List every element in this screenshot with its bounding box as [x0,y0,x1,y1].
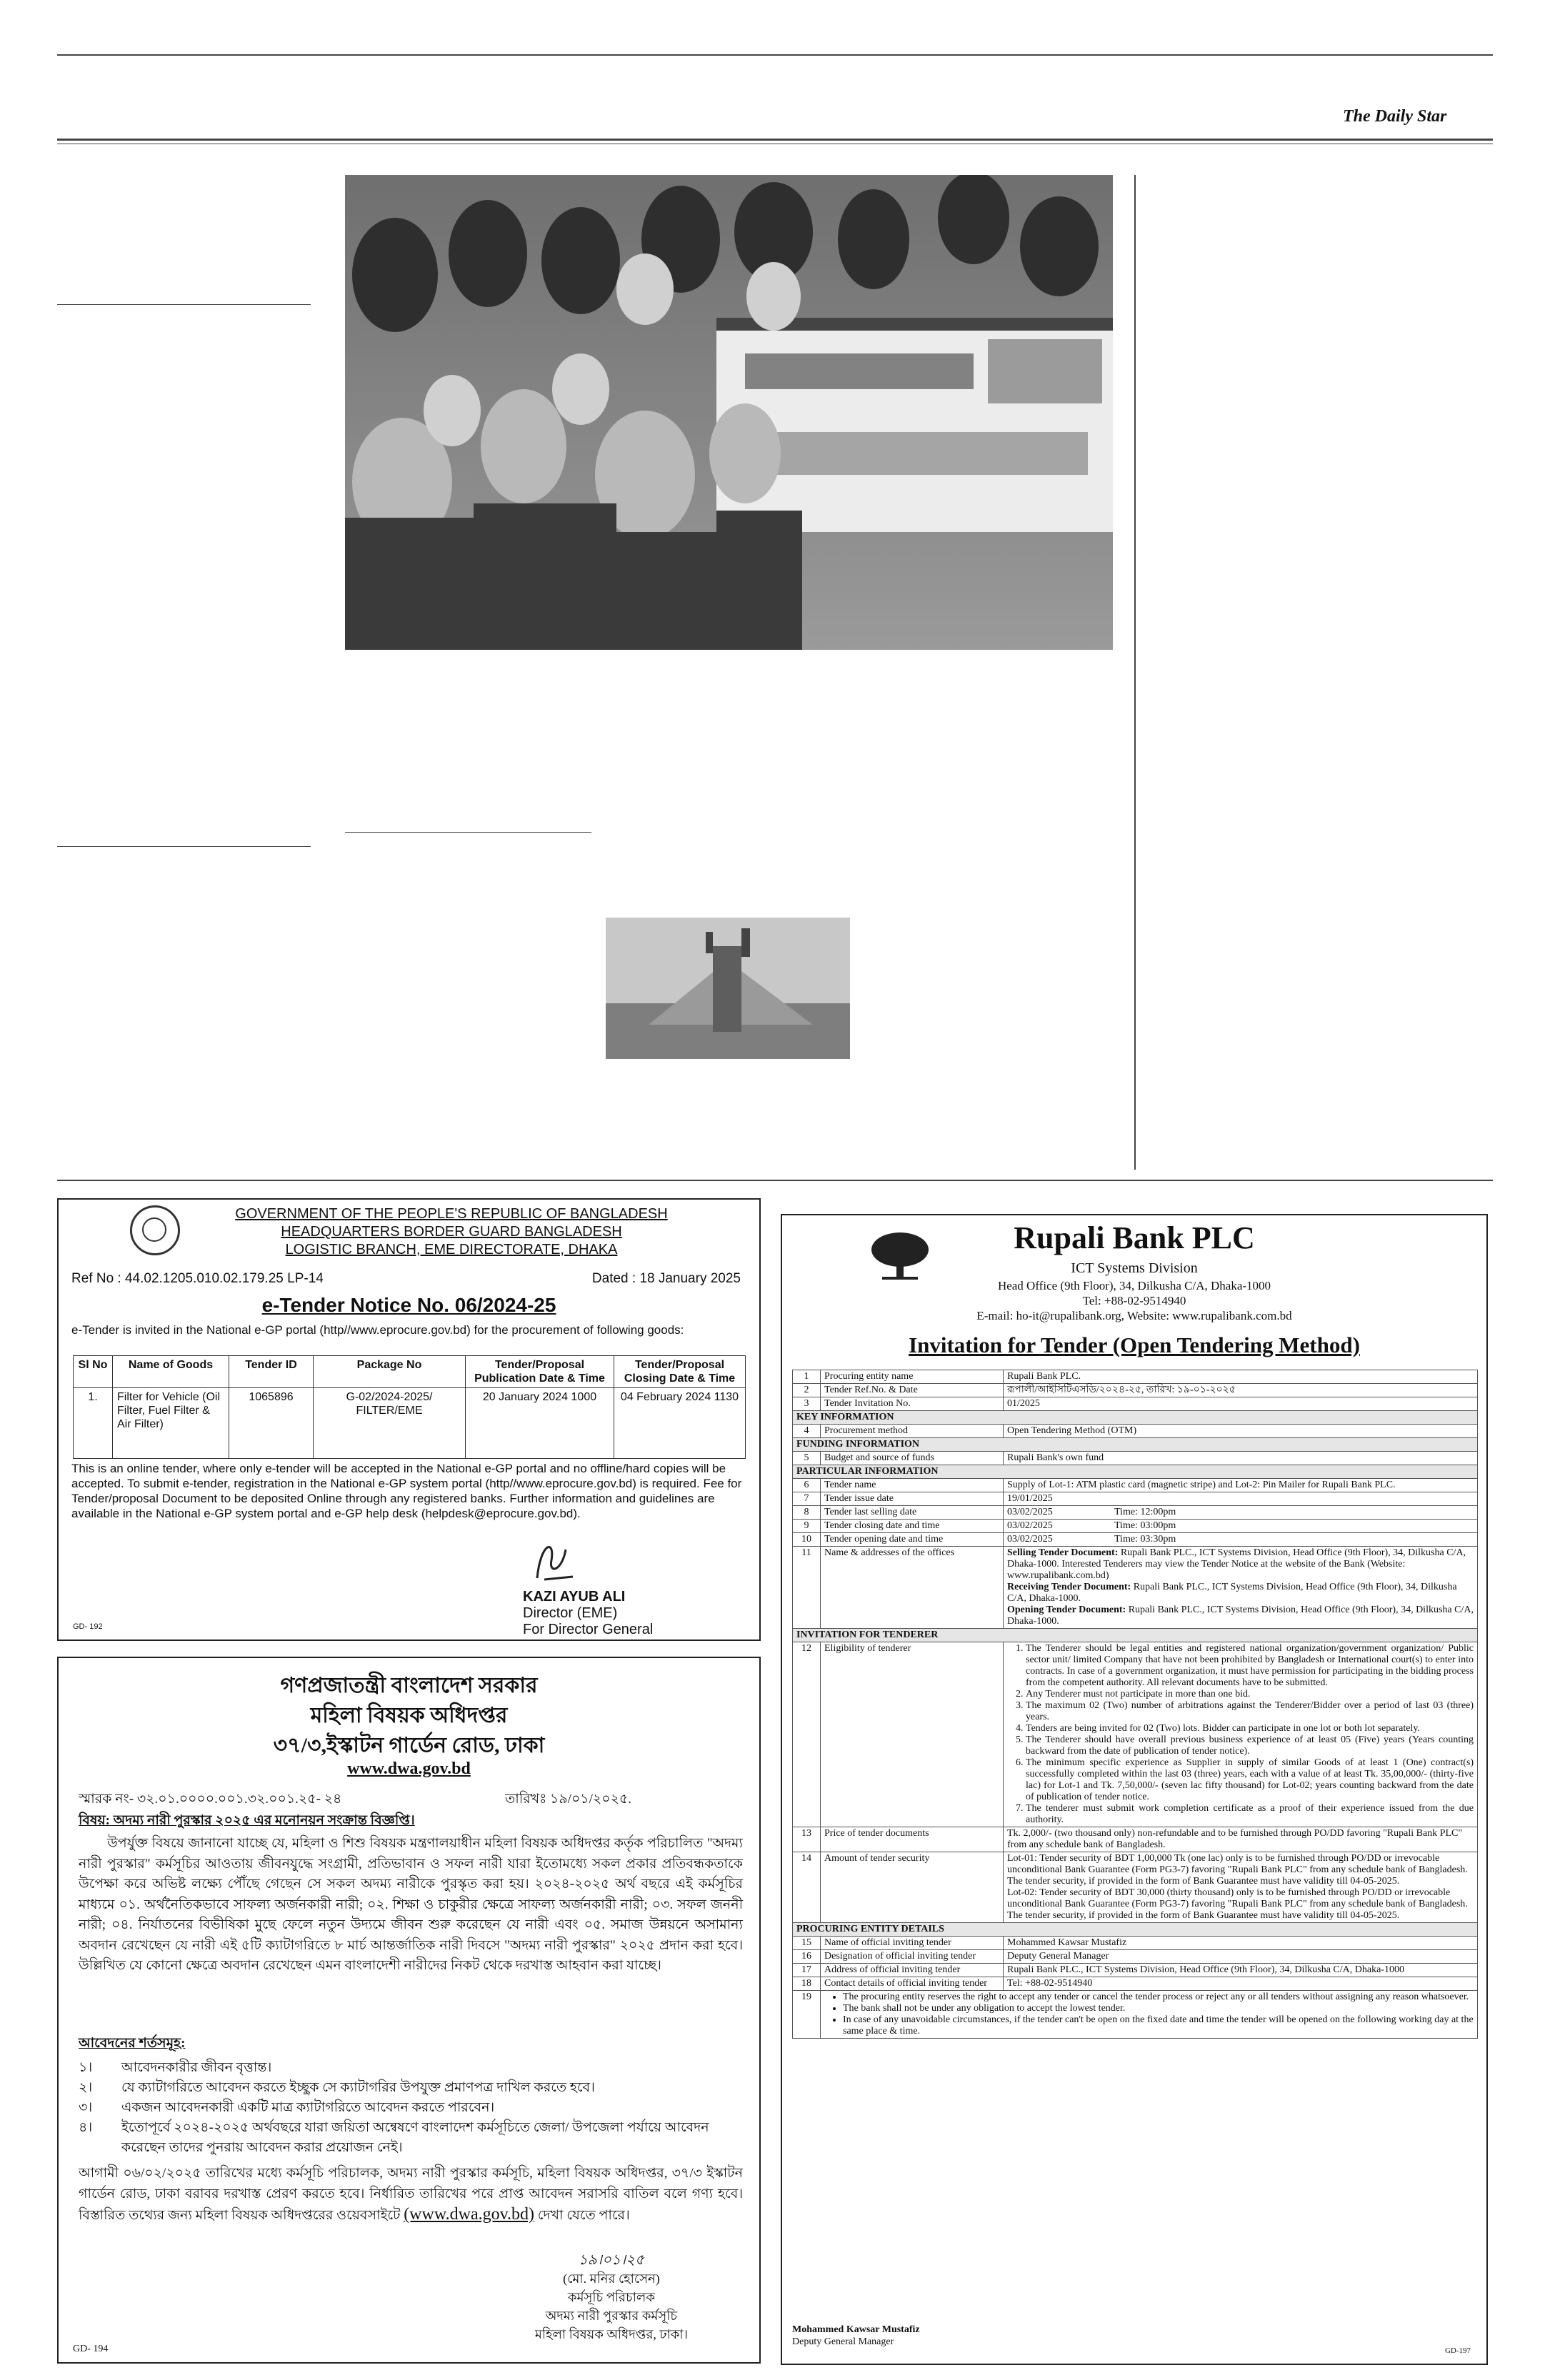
row-num: 1 [793,1370,821,1384]
list-item: 7. The tenderer must submit work completion certificate as a proof of their experience issued from the due authority. [1026,1803,1474,1826]
list-item: 1. The Tenderer should be legal entities and registered national organization/government organization/ Public sector unit/ limited Company that have not been prohibited by Bangladesh or International court(s) to enter into contracts. In case of a government organization, it must have permission for participating in the bidding process from the competent authority. All relevant documents have to be submitted. [1026,1643,1474,1689]
row-num: 15 [793,1937,821,1950]
dwa-headline-1: গণপ্রজাতন্ত্রী বাংলাদেশ সরকার [280,1674,538,1697]
row-num: 11 [793,1547,821,1629]
row-value: Tel: +88-02-9514940 [1004,1977,1478,1991]
opening-text: Rupali Bank PLC., ICT Systems Division, Head Office (9th Floor), 34, Dilkusha C/A, Dhaka-1000. [1007,1605,1474,1627]
bgb-th-sl: Sl No [74,1356,113,1388]
row-key: Tender name [821,1479,1004,1492]
bgb-tender-ad [57,1198,761,1641]
left-col-rule-1 [57,304,311,305]
bridge-photo-image [606,918,850,1059]
masthead-logo: The Daily Star [1343,107,1447,126]
row-num: 2 [793,1384,821,1397]
row-time: Time: 03:00pm [1111,1520,1478,1533]
rupali-division: ICT Systems Division [1071,1260,1198,1276]
row-key: Contact details of official inviting tender [821,1977,1004,1991]
column-divider [1134,175,1136,1170]
protest-photo [345,175,1113,650]
selling-text: Rupali Bank PLC., ICT Systems Division, Head Office (9th Floor), 34, Dilkusha C/A, Dhaka-1000. Interested Tenderers may view the Tender Notice at the website of the Bank (Website: www.rupalibank.com.bd) [1007,1547,1466,1581]
opening-label: Opening Tender Document: [1007,1605,1126,1615]
bgb-signer-name: KAZI AYUB ALI [523,1589,626,1605]
row-num: 10 [793,1533,821,1547]
dwa-closing-text: আগামী ০৬/০২/২০২৫ তারিখের মধ্যে কর্মসূচি পরিচালক, অদম্য নারী পুরস্কার কর্মসূচি, মহিলা বিষয়ক অধিদপ্তর, ৩৭/৩ ইস্কাটন গার্ডেন রোড, ঢাকা বরাবর দরখাস্ত প্রেরণ করতে হবে। নির্ধারিত তারিখের পরে প্রাপ্ত আবেদন সরাসরি বাতিল বলে গণ্য হবে। বিস্তারিত তথ্যের জন্য মহিলা বিষয়ক অধিদপ্তরের ওয়েবসাইটে [79,2166,743,2223]
row-value: 19/01/2025 [1004,1492,1478,1506]
bgb-dated: Dated : 18 January 2025 [591,1271,741,1286]
table-row [793,1991,1478,2039]
rupali-signer-name: Mohammed Kawsar Mustafiz [792,2324,920,2335]
row-time: Time: 03:30pm [1111,1533,1478,1547]
bgb-emblem-icon [130,1205,180,1255]
row-value: 03/02/2025 [1004,1533,1111,1547]
rupali-tender-ad [781,1214,1488,2365]
row-num: 16 [793,1950,821,1964]
bgb-cell-goods: Filter for Vehicle (Oil Filter, Fuel Filter & Air Filter) [113,1388,229,1459]
row-num: 13 [793,1827,821,1852]
dwa-condition-text: আবেদনকারীর জীবন বৃত্তান্ত। [121,2060,272,2075]
security-lot-1: Lot-01: Tender security of BDT 1,00,000 Tk (one lac) only is to be furnished through PO/DD or irrevocable unconditional Bank Guarantee (Form PG3-7) favoring "Rupali Bank PLC" from any schedule bank of Bangladesh. The tender security, if provided in the form of Bank Guarantee must have validity till 04-05-2025. [1007,1853,1468,1887]
security-lot-2: Lot-02: Tender security of BDT 30,000 (thirty thousand) only is to be furnished through PO/DD or irrevocable unconditional Bank Guarantee (Form PG3-7) favoring "Rupali Bank PLC" from any schedule bank of Bangladesh. The tender security, if provided in the form of Bank Guarantee must have validity till 04-05-2025. [1007,1887,1468,1921]
bgb-th-tender-id: Tender ID [229,1356,314,1388]
list-item: 4. Tenders are being invited for 02 (Two) lots. Bidder can participate in one lot or both lot separately. [1026,1723,1474,1734]
bridge-photo [606,918,850,1059]
table-row [793,1384,1478,1397]
table-row [793,1425,1478,1438]
row-time: Time: 12:00pm [1111,1506,1478,1520]
dwa-signer-title-1: কর্মসূচি পরিচালক [567,2290,655,2304]
row-key: Tender Invitation No. [821,1397,1004,1411]
row-num: 8 [793,1506,821,1520]
table-row [793,1852,1478,1923]
bgb-signer-title: Director (EME) [523,1605,618,1621]
protest-photo-image [345,175,1113,650]
dwa-conditions-list [79,2058,743,2158]
dwa-closing [79,2164,743,2226]
list-item [79,2118,743,2158]
row-value [1004,1852,1478,1923]
list-item [79,2078,743,2098]
row-key: Designation of official inviting tender [821,1950,1004,1964]
row-num: 19 [793,1991,821,2039]
bgb-signer [523,1589,653,1638]
row-key: Address of official inviting tender [821,1964,1004,1977]
table-row [793,1642,1478,1827]
section-procuring-entity-details: PROCURING ENTITY DETAILS [793,1923,1478,1937]
dwa-website: www.dwa.gov.bd [347,1759,471,1778]
table-row [74,1388,746,1459]
list-item: 3. The maximum 02 (Two) number of arbitrations against the Tenderer/Bidder over a period of last 03 (three) years. [1026,1700,1474,1723]
bgb-cell-tender-id: 1065896 [229,1388,314,1459]
bgb-intro: e-Tender is invited in the National e-GP portal (http//www.eprocure.gov.bd) for the procurement of following goods: [71,1323,684,1337]
table-row [793,1452,1478,1465]
table-row [793,1533,1478,1547]
row-key: Tender last selling date [821,1506,1004,1520]
dwa-conditions-title: আবেদনের শর্তসমূহ: [79,2036,186,2051]
dwa-closing-end: দেখা যেতে পারে। [537,2208,630,2223]
row-value: Rupali Bank PLC., ICT Systems Division, Head Office (9th Floor), 34, Dilkusha C/A, Dhaka-1000 [1004,1964,1478,1977]
row-value [1004,1547,1478,1629]
section-funding-information: FUNDING INFORMATION [793,1438,1478,1452]
bgb-header-line-3: LOGISTIC BRANCH, EME DIRECTORATE, DHAKA [285,1242,618,1257]
rupali-address: Head Office (9th Floor), 34, Dilkusha C/A, Dhaka-1000 [997,1279,1271,1292]
dwa-headline-2: মহিলা বিষয়ক অধিদপ্তর [310,1704,508,1727]
dwa-signer: (মো. মনির হোসেন) [563,2271,660,2286]
row-value: Tk. 2,000/- (two thousand only) non-refundable and to be furnished through PO/DD favoring "Rupali Bank PLC" from any schedule bank of Bangladesh. [1004,1827,1478,1852]
row-value: Supply of Lot-1: ATM plastic card (magnetic stripe) and Lot-2: Pin Mailer for Rupali Bank PLC. [1004,1479,1478,1492]
dwa-body: উপর্যুক্ত বিষয়ে জানানো যাচ্ছে যে, মহিলা ও শিশু বিষয়ক মন্ত্রণালয়াধীন মহিলা বিষয়ক অধিদপ্তর কর্তৃক পরিচালিত "অদম্য নারী পুরস্কার" কর্মসূচির আওতায় জীবনযুদ্ধে সংগ্রামী, প্রতিভাবান ও সফল নারী যারা ইতোমধ্যে সকল প্রকার প্রতিবন্ধকতাকে উপেক্ষা করে অভিষ্ট লক্ষ্যে পৌঁছে গেছেন সে সকল অদম্য নারীকে পুরস্কৃত করা হয়। ২০২৪-২০২৫ অর্থ বছরে এই কর্মসূচির মাধ্যমে ০১. অর্থনৈতিকভাবে সাফল্য অর্জনকারী নারী; ০২. শিক্ষা ও চাকুরীর ক্ষেত্রে সাফল্য অর্জনকারী নারী; ০৩. সফল জননী নারী; ০৪. নির্যাতনের বিভীষিকা মুছে ফেলে নতুন উদ্যমে জীবন শুরু করেছেন যে নারী এবং ০৫. সমাজ উন্নয়নে অসামান্য অবদান রেখেছেন যে নারী এই ৫টি ক্যাটাগরিতে ৮ মার্চ আন্তর্জাতিক নারী দিবসে "অদম্য নারী পুরস্কার" ২০২৫ প্রদান করা হবে। উল্লিখিত যে কোনো ক্ষেত্রে অবদান রেখেছেন এমন বাংলাদেশী নারীদের নিকট থেকে দরখাস্ত আহবান করা যাচ্ছে। [79,1836,743,1973]
bgb-header-line-2: HEADQUARTERS BORDER GUARD BANGLADESH [281,1224,622,1240]
row-value [821,1991,1478,2039]
bgb-signature-icon [523,1535,587,1589]
dwa-date: তারিখঃ ১৯/০১/২০২৫. [505,1792,632,1807]
row-num: 5 [793,1452,821,1465]
top-rule [57,54,1493,56]
receiving-text: Rupali Bank PLC., ICT Systems Division, Head Office (9th Floor), 34, Dilkusha C/A, Dhaka-1000. [1007,1582,1457,1604]
row-num: 9 [793,1520,821,1533]
bgb-signer-for: For Director General [523,1622,654,1637]
row-num: 12 [793,1642,821,1827]
row-num: 17 [793,1964,821,1977]
table-row [793,1547,1478,1629]
table-row [793,1397,1478,1411]
row-value: 01/2025 [1004,1397,1478,1411]
dwa-headline-3: ৩৭/৩,ইস্কাটন গার্ডেন রোড, ঢাকা [273,1734,545,1757]
rupali-tender-table [792,1370,1478,2039]
bgb-header [194,1205,709,1259]
list-item: • The procuring entity reserves the right to accept any tender or cancel the tender process or reject any or all tenders without assigning any reason whatsoever. [843,1992,1474,2003]
dwa-code: GD- 194 [73,2344,109,2354]
row-value: রূপালী/আইসিটিএসডি/২০২৪-২৫, তারিখ: ১৯-০১-২০২৫ [1004,1384,1478,1397]
row-key: Budget and source of funds [821,1452,1004,1465]
row-num: 14 [793,1852,821,1923]
row-num: 7 [793,1492,821,1506]
row-key: Tender closing date and time [821,1520,1004,1533]
table-row [793,1506,1478,1520]
bgb-cell-closing: 04 February 2024 1130 [614,1388,746,1459]
list-item: • The bank shall not be under any obligation to accept the lowest tender. [843,2003,1474,2014]
rupali-signer-title: Deputy General Manager [792,2336,894,2347]
rupali-code: GD-197 [1444,2346,1471,2355]
dwa-signer-title-2: অদম্য নারী পুরস্কার কর্মসূচি [545,2309,678,2323]
dwa-signature-block [535,2251,688,2344]
dwa-memo: স্মারক নং- ৩২.০১.০০০০.০০১.৩২.০০১.২৫- ২৪ [79,1792,342,1807]
dwa-condition-text: যে ক্যাটাগরিতে আবেদন করতে ইচ্ছুক সে ক্যাটাগরির উপযুক্ত প্রমাণপত্র দাখিল করতে হবে। [121,2080,595,2095]
dwa-notice-ad [57,1657,761,2364]
row-key: Tender issue date [821,1492,1004,1506]
bgb-note: This is an online tender, where only e-tender will be accepted in the National e-GP portal and no offline/hard copies will be accepted. To submit e-tender, registration in the National e-GP system portal (http//www.eprocure.gov.bd) is required. Fee for Tender/proposal Document to be deposited Online through any registered banks. Further information and guidelines are available in the National e-GP system portal and e-GP help desk (helpdesk@eprocure.gov.bd). [71,1462,742,1520]
table-row [793,1370,1478,1384]
rupali-tel: Tel: +88-02-9514940 [1082,1294,1186,1307]
row-key: Name of official inviting tender [821,1937,1004,1950]
rupali-bank-name: Rupali Bank PLC [1014,1220,1255,1255]
section-particular-information: PARTICULAR INFORMATION [793,1465,1478,1479]
row-key: Tender Ref.No. & Date [821,1384,1004,1397]
rupali-title: Invitation for Tender (Open Tendering Method) [909,1332,1360,1357]
list-item: 5. The Tenderer should have overall previous business experience of at least 05 (Five) years (Years counting backward from the date of publication of tender notice). [1026,1734,1474,1757]
row-value: Rupali Bank PLC. [1004,1370,1478,1384]
row-value: Mohammed Kawsar Mustafiz [1004,1937,1478,1950]
bgb-th-package: Package No [314,1356,466,1388]
bgb-th-closing: Tender/Proposal Closing Date & Time [614,1356,746,1388]
row-key: Name & addresses of the offices [821,1547,1004,1629]
row-key: Tender opening date and time [821,1533,1004,1547]
bgb-cell-package: G-02/2024-2025/ FILTER/EME [314,1388,466,1459]
bgb-th-goods: Name of Goods [113,1356,229,1388]
bgb-cell-sl: 1. [74,1388,113,1459]
table-row [793,1520,1478,1533]
row-key: Eligibility of tenderer [821,1642,1004,1827]
row-key: Procurement method [821,1425,1004,1438]
rupali-email: E-mail: ho-it@rupalibank.org, Website: www.rupalibank.com.bd [976,1309,1292,1322]
section-invitation-for-tenderer: INVITATION FOR TENDERER [793,1629,1478,1642]
list-item [79,2058,743,2078]
row-value: 03/02/2025 [1004,1506,1111,1520]
table-row [793,1950,1478,1964]
bgb-th-publication: Tender/Proposal Publication Date & Time [466,1356,614,1388]
row-value [1004,1642,1478,1827]
dwa-condition-num: ১। [79,2060,93,2075]
mid-col-rule [345,832,591,833]
dwa-condition-text: ইতোপূর্বে ২০২৪-২০২৫ অর্থবছরে যারা জয়িতা অন্বেষণে বাংলাদেশ কর্মসূচিতে জেলা/ উপজেলা পর্যায়ে আবেদন করেছেন তাদের পুনরায় আবেদন করার প্রয়োজন নেই। [121,2120,709,2155]
row-key: Price of tender documents [821,1827,1004,1852]
header-rule [57,139,1493,141]
dwa-condition-num: ৪। [79,2120,93,2135]
list-item: 2. Any Tenderer must not participate in more than one bid. [1026,1689,1474,1700]
bgb-goods-table [73,1355,746,1459]
bgb-ref: Ref No : 44.02.1205.010.02.179.25 LP-14 [71,1271,324,1286]
table-row [793,1479,1478,1492]
section-key-information: KEY INFORMATION [793,1411,1478,1425]
receiving-label: Receiving Tender Document: [1007,1582,1131,1592]
table-row [793,1964,1478,1977]
row-value: Rupali Bank's own fund [1004,1452,1478,1465]
rupali-signer [792,2324,920,2348]
row-key: Procuring entity name [821,1370,1004,1384]
list-item: 6. The minimum specific experience as Supplier in supply of similar Goods of at least 1 (One) contract(s) successfully completed within the last 03 (three) years, each with a value of at least Tk. 35,00,000/- (thirty-five lac) for Lot-1 and Tk. 7,50,000/- (seven lac fifty thousand) for Lot-02; years counting backward from the date of publication of tender notice. [1026,1757,1474,1803]
dwa-signer-title-3: মহিলা বিষয়ক অধিদপ্তর, ঢাকা। [534,2327,688,2341]
row-num: 3 [793,1397,821,1411]
list-item [79,2098,743,2118]
row-key: Amount of tender security [821,1852,1004,1923]
ads-rule [57,1180,1493,1181]
bgb-cell-publication: 20 January 2024 1000 [466,1388,614,1459]
selling-label: Selling Tender Document: [1007,1547,1119,1558]
bgb-title: e-Tender Notice No. 06/2024-25 [261,1294,556,1316]
bgb-header-line-1: GOVERNMENT OF THE PEOPLE'S REPUBLIC OF BANGLADESH [235,1206,668,1222]
row-num: 18 [793,1977,821,1991]
row-num: 6 [793,1479,821,1492]
table-row [793,1977,1478,1991]
row-value: Open Tendering Method (OTM) [1004,1425,1478,1438]
list-item: • In case of any unavoidable circumstances, if the tender can't be open on the fixed date and time the tender will be opened on the following working day at the same place & time. [843,2014,1474,2037]
left-col-rule-2 [57,846,311,847]
table-row [793,1827,1478,1852]
bgb-code: GD- 192 [73,1622,103,1631]
row-num: 4 [793,1425,821,1438]
dwa-condition-num: ৩। [79,2100,93,2115]
dwa-sign-date: ১৯।০১।২৫ [578,2252,645,2268]
dwa-condition-text: একজন আবেদনকারী একটি মাত্র ক্যাটাগরিতে আবেদন করতে পারবেন। [121,2100,495,2115]
dwa-closing-link[interactable]: (www.dwa.gov.bd) [404,2205,535,2224]
table-row [793,1937,1478,1950]
row-value: 03/02/2025 [1004,1520,1111,1533]
dwa-condition-num: ২। [79,2080,93,2095]
table-row [793,1492,1478,1506]
row-value: Deputy General Manager [1004,1950,1478,1964]
dwa-subject: বিষয়: অদম্য নারী পুরস্কার ২০২৫ এর মনোনয়ন সংক্রান্ত বিজ্ঞপ্তি। [79,1813,415,1828]
